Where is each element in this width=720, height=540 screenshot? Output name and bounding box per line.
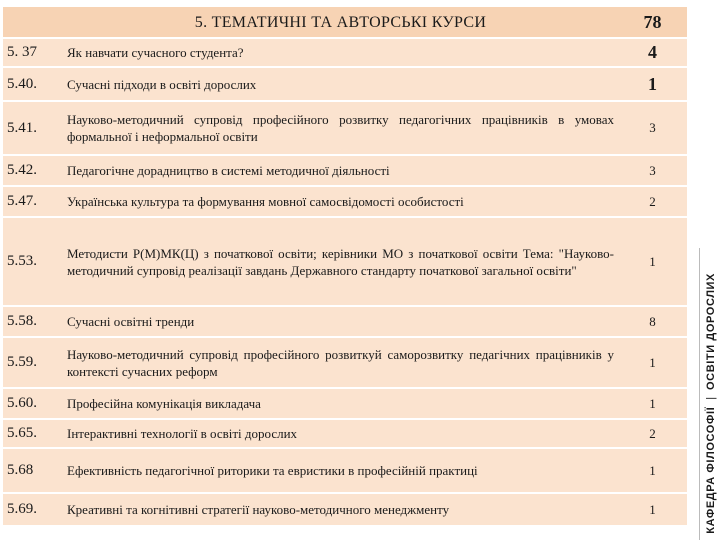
course-title: Науково-методичний супровід професійного розвиткуй саморозвитку педагічних працівників у контексті сучасних реформ	[63, 338, 618, 388]
department-label-separator: |	[705, 396, 717, 401]
table-row	[3, 218, 687, 306]
department-label	[705, 273, 717, 534]
table-row	[3, 494, 687, 526]
table-header-row	[3, 7, 687, 38]
course-hours: 3	[618, 102, 687, 155]
course-hours: 1	[618, 338, 687, 388]
table-row	[3, 39, 687, 67]
course-title: Українська культура та формування мовної самосвідомості особистості	[63, 187, 618, 217]
table-row	[3, 420, 687, 448]
course-hours: 1	[618, 68, 687, 101]
table-row	[3, 449, 687, 493]
department-label-part1: КАФЕДРА ФІЛОСОФІЇ	[705, 407, 717, 534]
table-row	[3, 102, 687, 155]
course-number: 5.65.	[3, 420, 63, 448]
course-title: Педагогічне дорадництво в системі методичної діяльності	[63, 156, 618, 186]
course-title: Сучасні освітні тренди	[63, 307, 618, 337]
course-hours: 1	[618, 449, 687, 493]
course-hours: 1	[618, 494, 687, 526]
table-row	[3, 187, 687, 217]
course-number: 5.59.	[3, 338, 63, 388]
course-number: 5.60.	[3, 389, 63, 419]
course-title: Як навчати сучасного студента?	[63, 39, 618, 67]
course-title: Креативні та когнітивні стратегії науково-методичного менеджменту	[63, 494, 618, 526]
course-number: 5.47.	[3, 187, 63, 217]
section-title: 5. ТЕМАТИЧНІ ТА АВТОРСЬКІ КУРСИ	[63, 7, 618, 38]
course-title: Професійна комунікація викладача	[63, 389, 618, 419]
course-number: 5.41.	[3, 102, 63, 155]
course-title: Сучасні підходи в освіті дорослих	[63, 68, 618, 101]
course-number: 5.53.	[3, 218, 63, 306]
course-number: 5.58.	[3, 307, 63, 337]
course-title: Науково-методичний супровід професійного розвитку педагогічних працівників в умовах формальної і неформальної освіти	[63, 102, 618, 155]
course-number: 5.68	[3, 449, 63, 493]
table-row	[3, 156, 687, 186]
course-title: Ефективність педагогічної риторики та евристики в професійній практиці	[63, 449, 618, 493]
course-hours: 3	[618, 156, 687, 186]
course-number: 5.42.	[3, 156, 63, 186]
course-hours: 2	[618, 187, 687, 217]
header-empty-cell	[3, 7, 63, 38]
table-row	[3, 389, 687, 419]
course-hours: 2	[618, 420, 687, 448]
table-row	[3, 307, 687, 337]
section-total-hours: 78	[618, 7, 687, 38]
side-divider-line	[699, 248, 700, 540]
course-hours: 1	[618, 389, 687, 419]
course-number: 5.40.	[3, 68, 63, 101]
table-row	[3, 338, 687, 388]
course-hours: 8	[618, 307, 687, 337]
course-number: 5. 37	[3, 39, 63, 67]
courses-table	[3, 6, 687, 527]
course-hours: 4	[618, 39, 687, 67]
department-label-part2: ОСВІТИ ДОРОСЛИХ	[705, 273, 717, 391]
course-title: Методисти Р(М)МК(Ц) з початкової освіти; керівники МО з початкової освіти Тема: "Науково-методичний супровід реалізації завдань Державного стандарту початкової загальної освіти"	[63, 218, 618, 306]
course-title: Інтерактивні технології в освіті дорослих	[63, 420, 618, 448]
course-hours: 1	[618, 218, 687, 306]
course-number: 5.69.	[3, 494, 63, 526]
table-row	[3, 68, 687, 101]
